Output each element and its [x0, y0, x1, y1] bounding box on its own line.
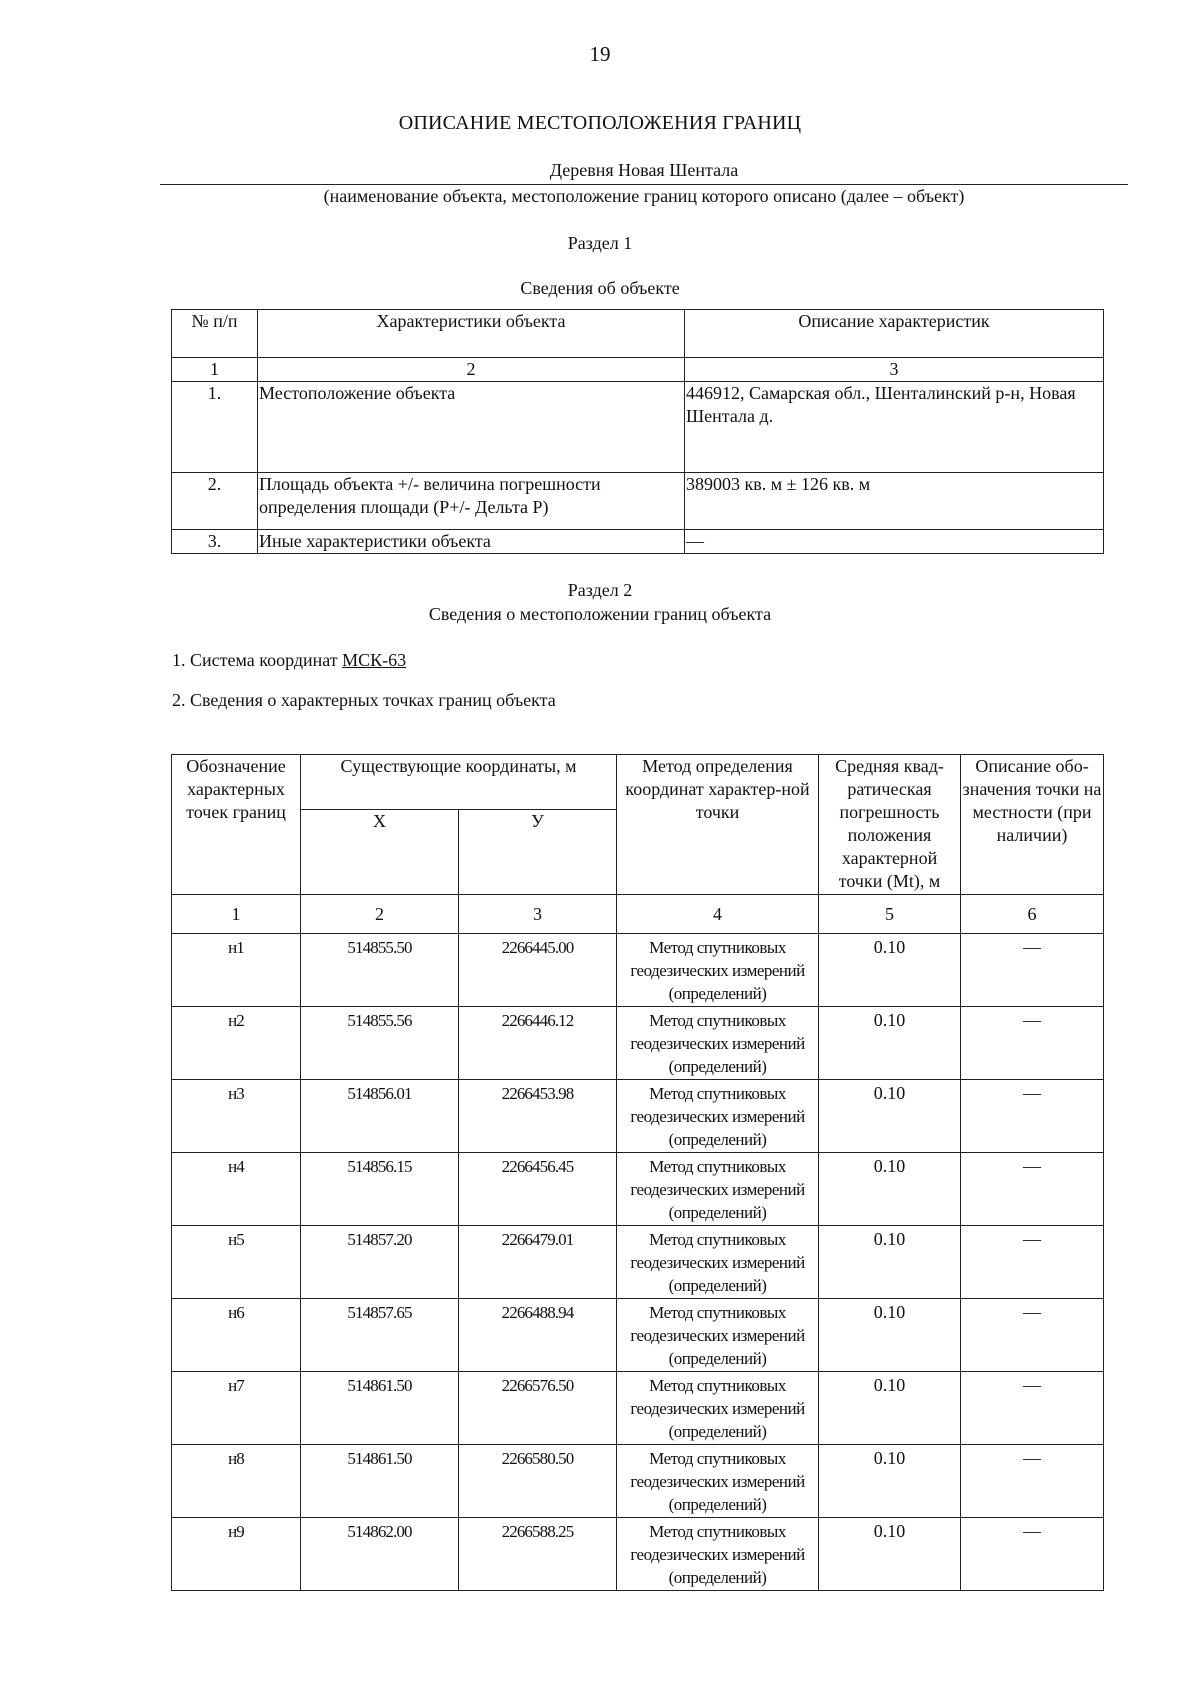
colnum-6: 6	[961, 895, 1104, 934]
point-method: Метод спутниковых геодезических измерений (определений)	[617, 1518, 819, 1591]
object-table-header-row	[172, 310, 1104, 358]
point-row	[172, 1299, 1104, 1372]
point-mt: 0.10	[819, 1007, 961, 1080]
point-y: 2266580.50	[459, 1445, 617, 1518]
point-id: н6	[172, 1299, 301, 1372]
point-id: н4	[172, 1153, 301, 1226]
point-x: 514856.01	[301, 1080, 459, 1153]
object-table-colnum-row	[172, 358, 1104, 382]
section1-subtitle: Сведения об объекте	[520, 278, 680, 298]
point-x: 514857.20	[301, 1226, 459, 1299]
point-row	[172, 1080, 1104, 1153]
colnum-2: 2	[258, 358, 685, 382]
colnum-5: 5	[819, 895, 961, 934]
header-x: X	[301, 810, 459, 895]
page-number: 19	[589, 42, 611, 66]
colnum-4: 4	[617, 895, 819, 934]
header-point-description: Описание обо-значения точки на местности (при наличии)	[961, 755, 1104, 895]
colnum-2: 2	[301, 895, 459, 934]
colnum-3: 3	[459, 895, 617, 934]
coord-system-label: 1. Система координат	[172, 650, 338, 670]
point-mt: 0.10	[819, 1518, 961, 1591]
object-name: Деревня Новая Шентала	[549, 160, 739, 180]
section2-subtitle: Сведения о местоположении границ объекта	[428, 604, 772, 624]
point-x: 514861.50	[301, 1445, 459, 1518]
boundary-points-table	[171, 754, 1104, 1591]
colnum-1: 1	[172, 358, 258, 382]
point-id: н2	[172, 1007, 301, 1080]
point-method: Метод спутниковых геодезических измерений (определений)	[617, 934, 819, 1007]
point-y: 2266445.00	[459, 934, 617, 1007]
point-mt: 0.10	[819, 934, 961, 1007]
point-y: 2266446.12	[459, 1007, 617, 1080]
point-row	[172, 1445, 1104, 1518]
header-characteristic: Характеристики объекта	[258, 310, 685, 358]
point-mt: 0.10	[819, 1153, 961, 1226]
point-mt: 0.10	[819, 1372, 961, 1445]
row-characteristic: Иные характеристики объекта	[258, 530, 685, 554]
point-description: —	[961, 934, 1104, 1007]
point-x: 514855.50	[301, 934, 459, 1007]
point-y: 2266488.94	[459, 1299, 617, 1372]
point-mt: 0.10	[819, 1445, 961, 1518]
coord-system-value: МСК-63	[342, 650, 407, 670]
point-id: н7	[172, 1372, 301, 1445]
object-table-row	[172, 530, 1104, 554]
row-characteristic: Местоположение объекта	[258, 382, 685, 473]
point-mt: 0.10	[819, 1299, 961, 1372]
point-description: —	[961, 1518, 1104, 1591]
row-num: 2.	[172, 473, 258, 530]
points-heading: 2. Сведения о характерных точках границ объекта	[172, 690, 556, 710]
point-description: —	[961, 1299, 1104, 1372]
row-num: 1.	[172, 382, 258, 473]
point-mt: 0.10	[819, 1080, 961, 1153]
row-description: —	[685, 530, 1104, 554]
point-id: н8	[172, 1445, 301, 1518]
point-method: Метод спутниковых геодезических измерений (определений)	[617, 1445, 819, 1518]
point-x: 514862.00	[301, 1518, 459, 1591]
document-title: ОПИСАНИЕ МЕСТОПОЛОЖЕНИЯ ГРАНИЦ	[398, 112, 802, 134]
object-table-row	[172, 382, 1104, 473]
colnum-3: 3	[685, 358, 1104, 382]
point-row	[172, 934, 1104, 1007]
point-method: Метод спутниковых геодезических измерений (определений)	[617, 1080, 819, 1153]
header-method: Метод определения координат характер-ной точки	[617, 755, 819, 895]
object-info-table	[171, 309, 1104, 554]
point-x: 514861.50	[301, 1372, 459, 1445]
point-description: —	[961, 1226, 1104, 1299]
point-method: Метод спутниковых геодезических измерений (определений)	[617, 1372, 819, 1445]
point-description: —	[961, 1153, 1104, 1226]
point-row	[172, 1007, 1104, 1080]
point-y: 2266456.45	[459, 1153, 617, 1226]
header-num: № п/п	[172, 310, 258, 358]
row-num: 3.	[172, 530, 258, 554]
point-y: 2266453.98	[459, 1080, 617, 1153]
object-table-row	[172, 473, 1104, 530]
points-colnum-row	[172, 895, 1104, 934]
point-id: н9	[172, 1518, 301, 1591]
point-method: Метод спутниковых геодезических измерений (определений)	[617, 1226, 819, 1299]
section2-heading: Раздел 2	[567, 580, 633, 600]
point-method: Метод спутниковых геодезических измерений (определений)	[617, 1007, 819, 1080]
point-method: Метод спутниковых геодезических измерений (определений)	[617, 1153, 819, 1226]
point-row	[172, 1518, 1104, 1591]
row-characteristic: Площадь объекта +/- величина погрешности определения площади (Р+/- Дельта Р)	[258, 473, 685, 530]
point-x: 514857.65	[301, 1299, 459, 1372]
point-row	[172, 1372, 1104, 1445]
row-description: 389003 кв. м ± 126 кв. м	[685, 473, 1104, 530]
point-description: —	[961, 1445, 1104, 1518]
point-x: 514855.56	[301, 1007, 459, 1080]
section1-heading: Раздел 1	[567, 233, 633, 253]
point-id: н5	[172, 1226, 301, 1299]
object-name-underline	[160, 184, 1128, 185]
row-description: 446912, Самарская обл., Шенталинский р-н, Новая Шентала д.	[685, 382, 1104, 473]
point-id: н1	[172, 934, 301, 1007]
header-coords: Существующие координаты, м	[301, 755, 617, 810]
point-y: 2266576.50	[459, 1372, 617, 1445]
points-header-row	[172, 755, 1104, 810]
colnum-1: 1	[172, 895, 301, 934]
header-y: У	[459, 810, 617, 895]
point-description: —	[961, 1007, 1104, 1080]
point-row	[172, 1226, 1104, 1299]
point-y: 2266588.25	[459, 1518, 617, 1591]
point-row	[172, 1153, 1104, 1226]
header-accuracy: Средняя квад-ратическая погрешность положения характерной точки (Mt), м	[819, 755, 961, 895]
object-name-caption: (наименование объекта, местоположение границ которого описано (далее – объект)	[323, 186, 965, 206]
point-x: 514856.15	[301, 1153, 459, 1226]
point-method: Метод спутниковых геодезических измерений (определений)	[617, 1299, 819, 1372]
point-id: н3	[172, 1080, 301, 1153]
point-y: 2266479.01	[459, 1226, 617, 1299]
point-mt: 0.10	[819, 1226, 961, 1299]
point-description: —	[961, 1080, 1104, 1153]
coord-system-line	[172, 650, 406, 671]
header-description: Описание характеристик	[685, 310, 1104, 358]
point-description: —	[961, 1372, 1104, 1445]
header-designation: Обозначение характерных точек границ	[172, 755, 301, 895]
